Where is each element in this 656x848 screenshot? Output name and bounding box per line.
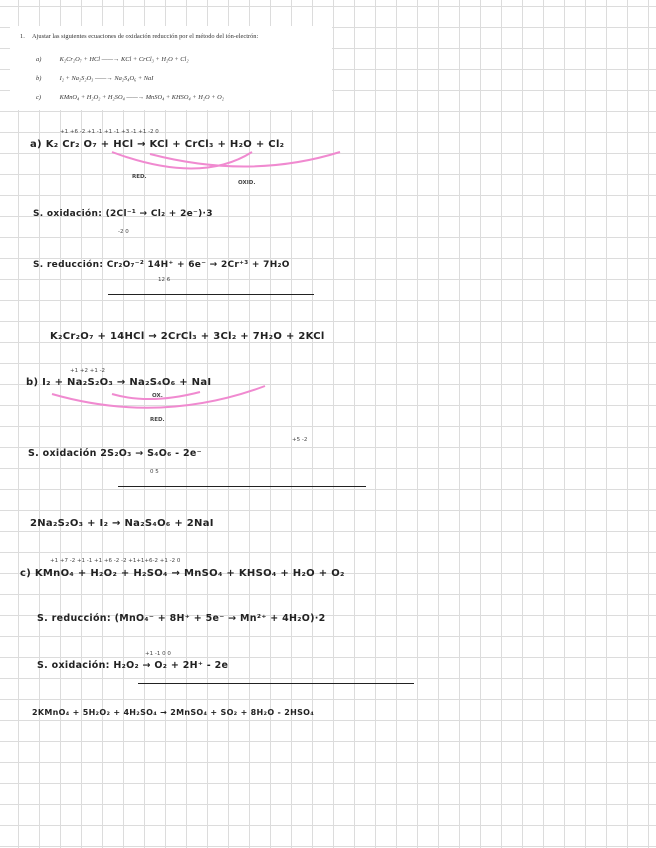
- problem-statement: [10, 26, 332, 110]
- a-oxidation-numbers: +1 +6 -2 +1 -1 +1 -1 +3 -1 +1 -2 0: [60, 129, 159, 135]
- prompt-text: Ajustar las siguientes ecuaciones de oxidación reducción por el método del ión-electrón:: [32, 33, 259, 40]
- printed-item-c: [36, 94, 224, 101]
- b-oxidation-half: S. oxidación 2S₂O₃ → S₄O₆ - 2e⁻: [28, 448, 202, 459]
- b-oxidation-numbers-2: +5 -2: [292, 437, 308, 443]
- b-result: 2Na₂S₂O₃ + I₂ → Na₂S₄O₆ + 2NaI: [30, 518, 214, 529]
- problem-number: 1.: [20, 33, 25, 40]
- b-oxidation-sub: 0 5: [150, 469, 159, 475]
- arc-a-oxid: [150, 152, 340, 167]
- c-equation: c) KMnO₄ + H₂O₂ + H₂SO₄ → MnSO₄ + KHSO₄ + H₂O + O₂: [20, 568, 345, 579]
- problem-prompt: [20, 32, 320, 41]
- a-red-label: RED.: [132, 174, 147, 180]
- a-sum-line: [108, 294, 314, 295]
- item-label: b): [36, 75, 42, 82]
- a-reduction-sub: 12 6: [158, 277, 171, 283]
- a-equation: a) K₂ Cr₂ O₇ + HCl → KCl + CrCl₃ + H₂O + Cl₂: [30, 139, 285, 150]
- c-oxidation-half: S. oxidación: H₂O₂ → O₂ + 2H⁺ - 2e: [37, 660, 229, 671]
- b-oxidation-numbers: +1 +2 +1 -2: [70, 368, 106, 374]
- b-sum-line: [118, 486, 366, 487]
- a-oxidation-sub: -2 0: [118, 229, 129, 235]
- b-equation: b) I₂ + Na₂S₂O₃ → Na₂S₄O₆ + NaI: [26, 377, 212, 388]
- printed-item-b: [36, 75, 153, 82]
- c-oxidation-numbers-2: +1 -1 0 0: [145, 651, 171, 657]
- b-red-label: RED.: [150, 417, 165, 423]
- a-reduction-half: S. reducción: Cr₂O₇⁻² 14H⁺ + 6e⁻ → 2Cr⁺³ + 7H₂O: [33, 260, 290, 270]
- a-result: K₂Cr₂O₇ + 14HCl → 2CrCl₃ + 3Cl₂ + 7H₂O + 2KCl: [50, 331, 325, 342]
- c-result: 2KMnO₄ + 5H₂O₂ + 4H₂SO₄ → 2MnSO₄ + SO₂ + 8H₂O - 2HSO₄: [32, 708, 315, 717]
- item-label: c): [36, 94, 41, 101]
- c-sum-line: [138, 683, 414, 684]
- printed-item-a: [36, 56, 189, 63]
- c-oxidation-numbers: +1 +7 -2 +1 -1 +1 +6 -2 -2 +1+1+6-2 +1 -2 0: [50, 558, 181, 564]
- item-equation: KMnO₄ + H₂O₂ + H₂SO₄ ——→ MnSO₄ + KHSO₄ + H₂O + O₂: [59, 94, 225, 101]
- item-label: a): [36, 56, 42, 63]
- item-equation: K₂Cr₂O₇ + HCl ——→ KCl + CrCl₃ + H₂O + Cl₂: [59, 56, 189, 63]
- b-ox-label: OX.: [152, 393, 163, 399]
- arc-a-red: [112, 152, 252, 169]
- c-reduction-half: S. reducción: (MnO₄⁻ + 8H⁺ + 5e⁻ → Mn²⁺ + 4H₂O)·2: [37, 613, 326, 624]
- a-oxid-label: OXID.: [238, 180, 256, 186]
- item-equation: I₂ + Na₂S₂O₃ ——→ Na₂S₄O₆ + NaI: [59, 75, 154, 82]
- a-oxidation-half: S. oxidación: (2Cl⁻¹ → Cl₂ + 2e⁻)·3: [33, 209, 213, 219]
